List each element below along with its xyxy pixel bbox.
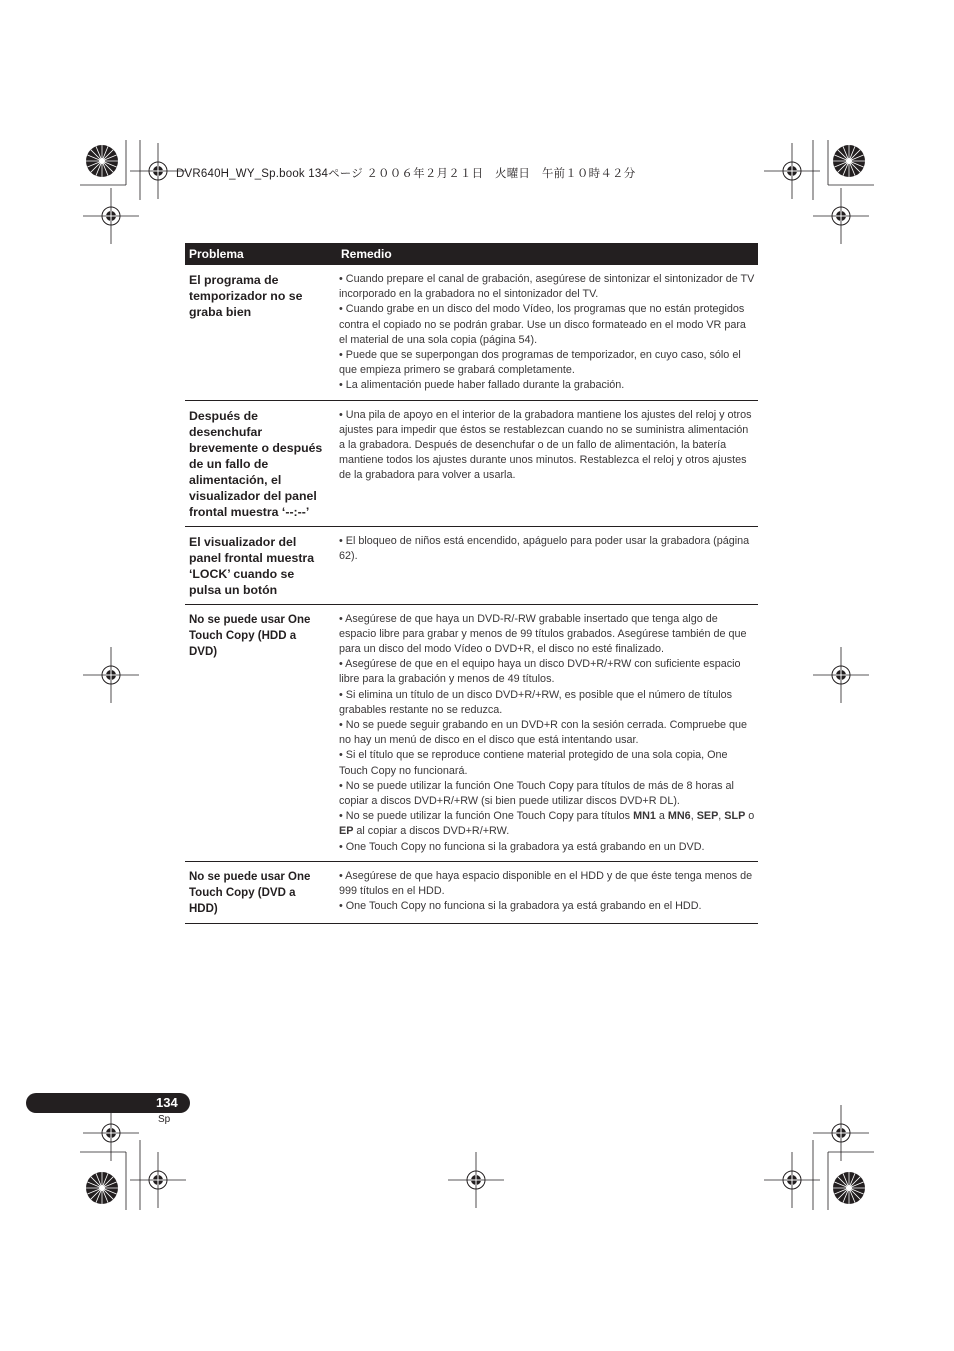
column-header-problem: Problema xyxy=(185,243,333,265)
remedy-text: , xyxy=(690,810,697,823)
remedy-cell xyxy=(333,604,758,861)
problem-cell: El visualizador del panel frontal muestra ‘LOCK’ cuando se pulsa un botón xyxy=(185,526,333,604)
mode-slp: SLP xyxy=(724,810,746,823)
page-number: 134 xyxy=(156,1095,178,1110)
remedy-cell xyxy=(333,265,758,400)
book-file-header: DVR640H_WY_Sp.book 134ページ ２００６年２月２１日 火曜日 午前１０時４２分 xyxy=(176,168,636,180)
remedy-item: • No se puede utilizar la función One Touch Copy para títulos de más de 8 horas al copiar a discos DVD+R/+RW (si bien puede utilizar discos DVD+R DL). xyxy=(339,779,734,808)
table-header-row xyxy=(185,243,758,265)
mode-mn1: MN1 xyxy=(633,810,656,823)
remedy-item: • Puede que se superpongan dos programas de temporizador, en cuyo caso, sólo el que empieza primero se grabará completamente. xyxy=(339,349,741,377)
remedy-item: • One Touch Copy no funciona si la grabadora ya está grabando en el HDD. xyxy=(339,900,702,913)
problem-cell: Después de desenchufar brevemente o después de un fallo de alimentación, el visualizador del panel frontal muestra ‘--:--’ xyxy=(185,400,333,526)
remedy-item: • Cuando prepare el canal de grabación, asegúrese de sintonizar el sintonizador de TV incorporado en la grabadora no el sintonizador del TV. xyxy=(339,273,755,301)
remedy-item: • Asegúrese de que haya espacio disponible en el HDD y de que éste tenga menos de 999 títulos en el HDD. xyxy=(339,869,753,898)
remedy-item: • Cuando grabe en un disco del modo Vídeo, los programas que no están protegidos contra el copiado no se podrán grabar. Use un disco formateado en el modo VR para el material de una sola copia (página 54). xyxy=(339,303,746,346)
problem-cell: El programa de temporizador no se graba bien xyxy=(185,265,333,400)
table-row xyxy=(185,265,758,400)
table-row xyxy=(185,861,758,923)
remedy-text: o xyxy=(745,810,755,823)
remedy-item: • One Touch Copy no funciona si la grabadora ya está grabando en un DVD. xyxy=(339,840,705,853)
remedy-item: • Si el título que se reproduce contiene material protegido de una sola copia, One Touch Copy no funcionará. xyxy=(339,749,728,777)
troubleshooting-table xyxy=(185,243,758,924)
table-row xyxy=(185,604,758,861)
remedy-item: • La alimentación puede haber fallado durante la grabación. xyxy=(339,379,625,392)
remedy-cell xyxy=(333,861,758,923)
remedy-item: • El bloqueo de niños está encendido, apáguelo para poder usar la grabadora (página 62). xyxy=(339,534,750,562)
remedy-item: • Una pila de apoyo en el interior de la grabadora mantiene los ajustes del reloj y otros ajustes para impedir que éstos se restablezcan cuando no se suministra alimentación a la grabadora. Después de desenchufar o de un fallo de alimentación, la batería mantiene todos los ajustes durante unos minutos. Restablezca el reloj y otros ajustes de la grabadora para volver a usarla. xyxy=(339,408,752,482)
mode-mn6: MN6 xyxy=(667,810,691,823)
remedy-item: • No se puede seguir grabando en un DVD+R con la sesión cerrada. Compruebe que no hay un menú de disco en el disco que está intentando usar. xyxy=(339,719,748,747)
remedy-text: , xyxy=(718,810,725,823)
remedy-cell xyxy=(333,400,758,526)
mode-sep: SEP xyxy=(696,810,719,823)
column-header-remedy: Remedio xyxy=(333,243,758,265)
mode-ep: EP xyxy=(339,825,354,838)
remedy-item: • Asegúrese de que en el equipo haya un disco DVD+R/+RW con suficiente espacio libre para la grabación y menos de 49 títulos. xyxy=(339,658,741,686)
table-row xyxy=(185,400,758,526)
remedy-text: • No se puede utilizar la función One Touch Copy para títulos xyxy=(339,810,634,823)
language-code: Sp xyxy=(158,1114,171,1125)
problem-cell: No se puede usar One Touch Copy (HDD a DVD) xyxy=(185,604,333,861)
table-row xyxy=(185,526,758,604)
remedy-item-modes xyxy=(339,809,756,839)
problem-cell: No se puede usar One Touch Copy (DVD a HDD) xyxy=(185,861,333,923)
remedy-text: al copiar a discos DVD+R/+RW. xyxy=(353,825,510,838)
remedy-text: a xyxy=(655,810,668,823)
remedy-cell xyxy=(333,526,758,604)
remedy-item: • Si elimina un título de un disco DVD+R/+RW, es posible que el número de títulos grabables restante no se reduzca. xyxy=(339,688,733,716)
remedy-item: • Asegúrese de que haya un DVD-R/-RW grabable insertado que tenga algo de espacio libre para grabar y menos de 99 títulos grabados. Asegúrese también de que para un disco del modo Vídeo o DVD+R, el disco no esté finalizado. xyxy=(339,612,747,656)
